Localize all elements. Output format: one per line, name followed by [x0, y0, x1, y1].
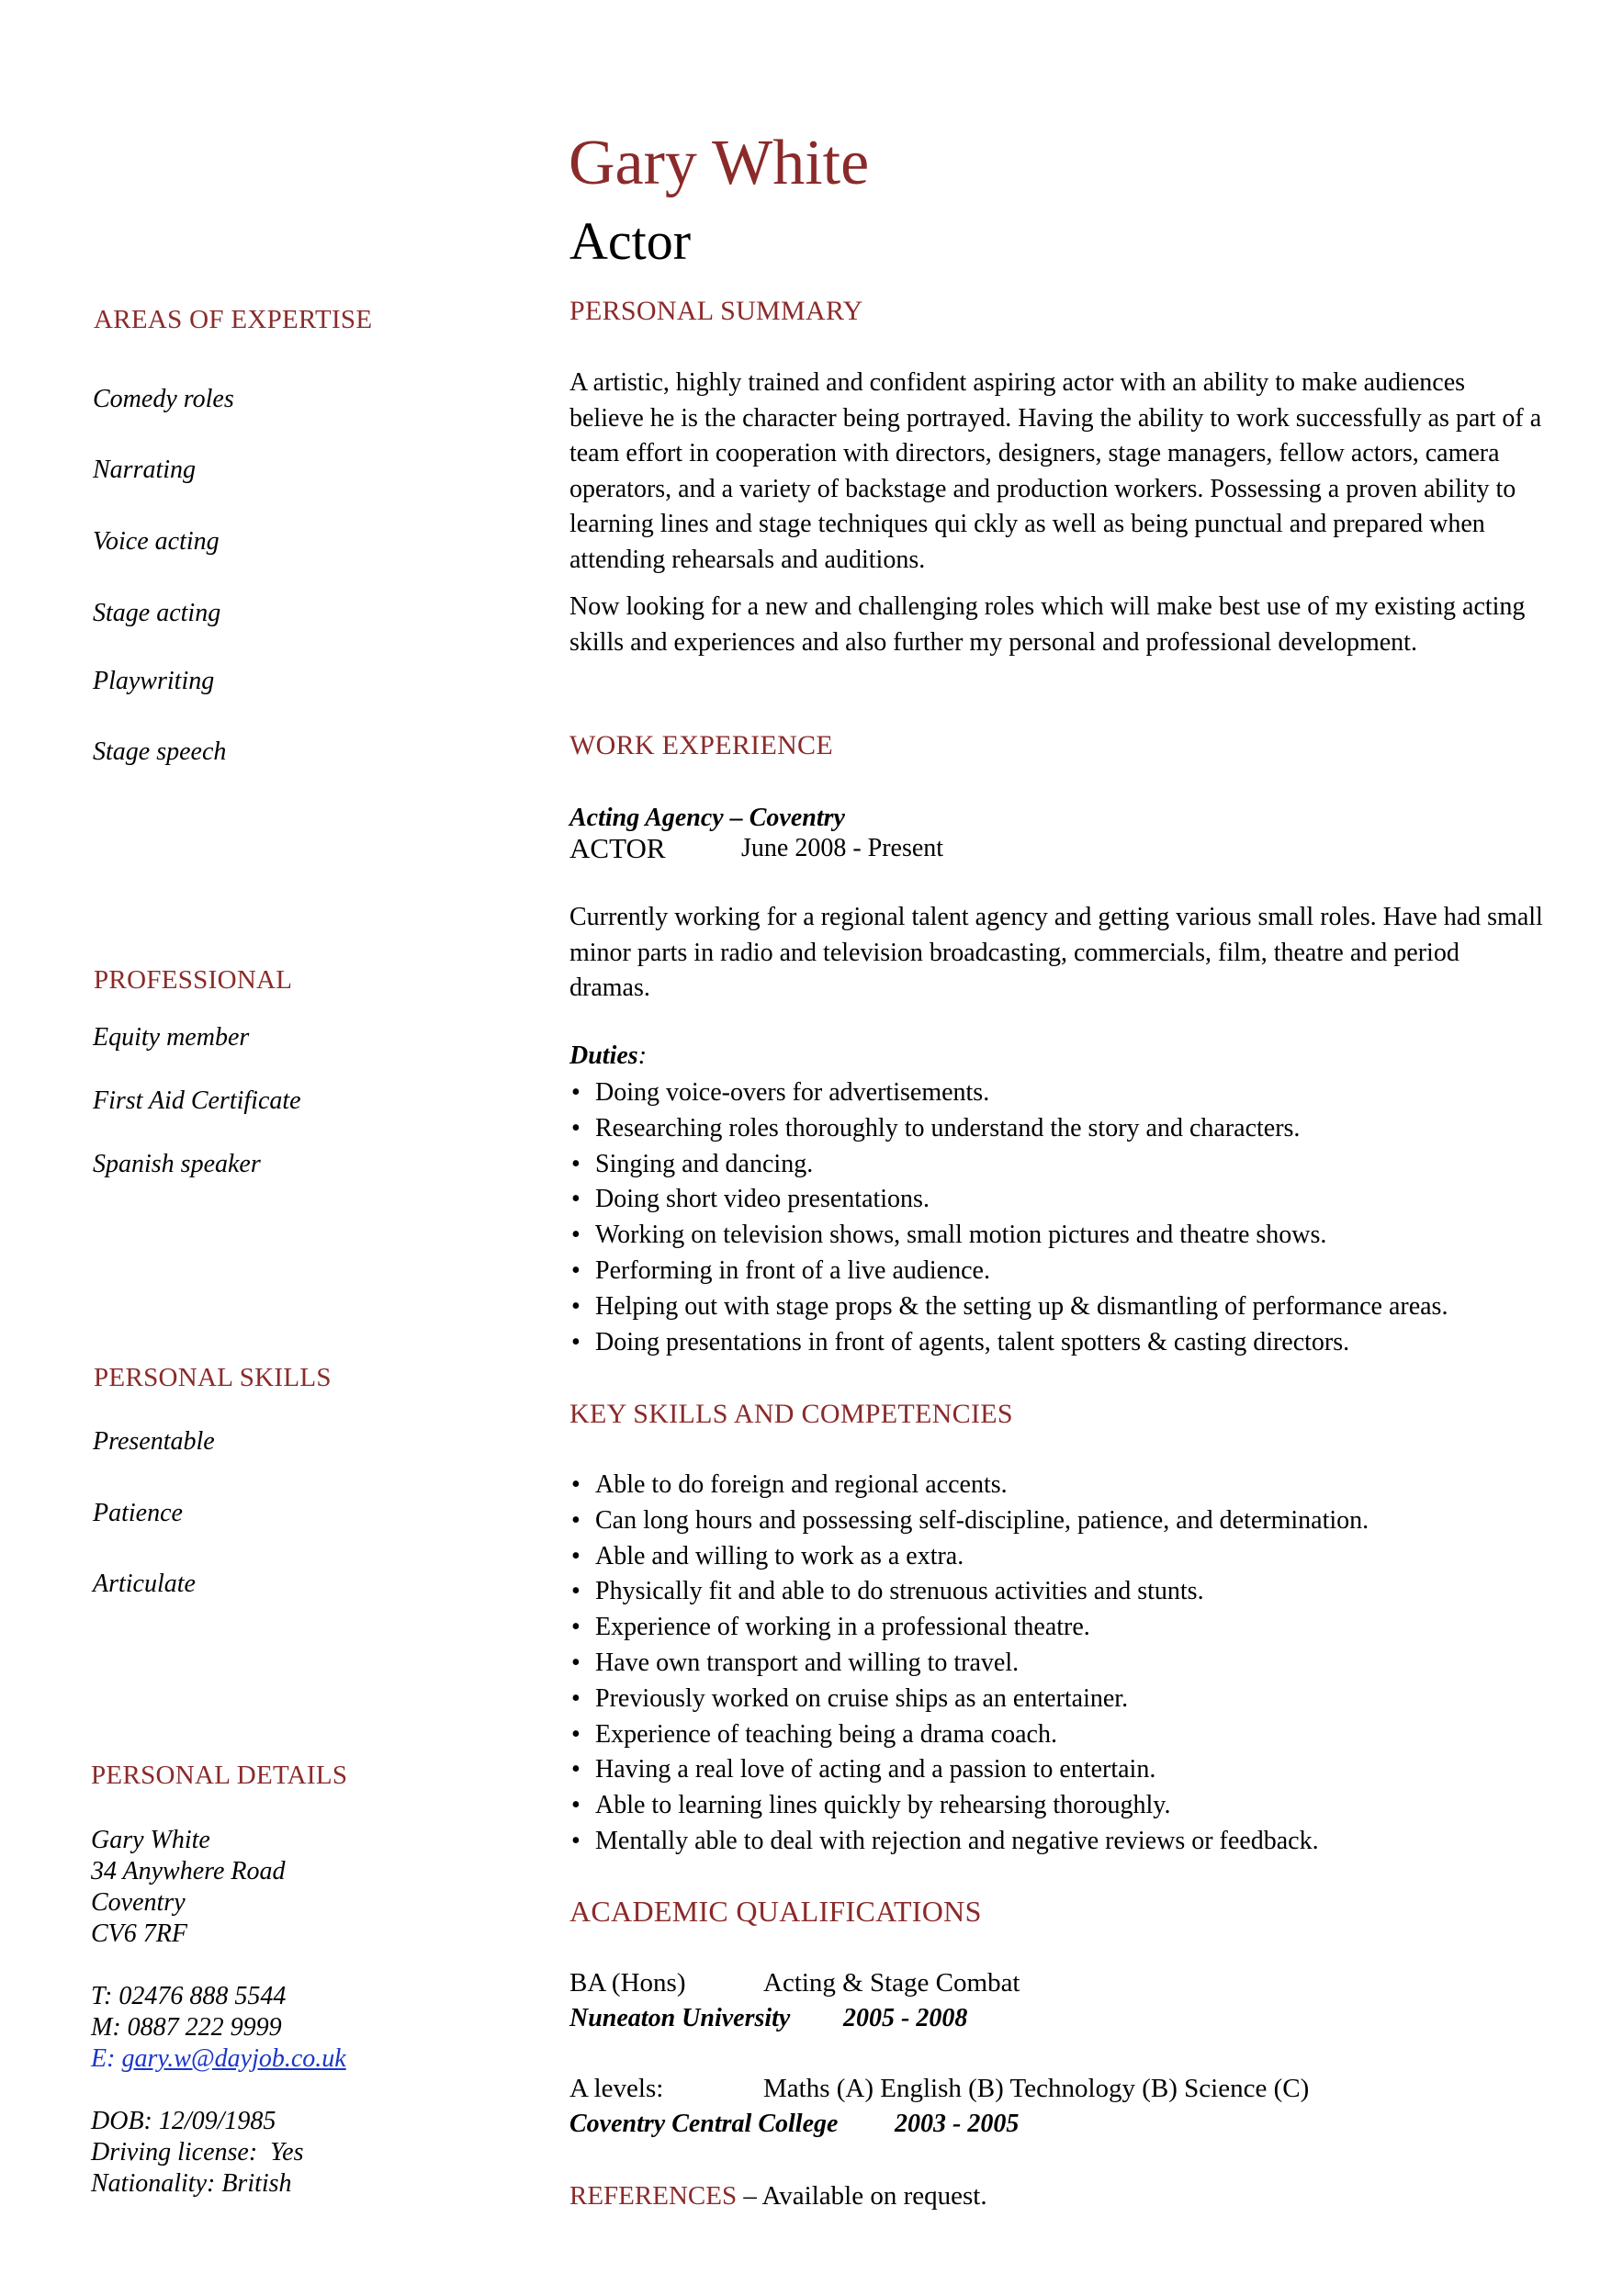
institution: Nuneaton University	[569, 2004, 791, 2032]
expertise-item: Playwriting	[93, 667, 215, 695]
professional-item: First Aid Certificate	[93, 1086, 301, 1115]
skill-item: Presentable	[93, 1427, 215, 1456]
list-item: • Doing presentations in front of agents, talent spotters & casting directors.	[569, 1325, 1448, 1361]
expertise-item: Stage acting	[93, 599, 221, 627]
list-item: • Doing voice-overs for advertisements.	[569, 1075, 1448, 1111]
list-item: • Performing in front of a live audience.	[569, 1254, 1448, 1289]
work-heading: WORK EXPERIENCE	[569, 730, 833, 760]
qualification-name: A levels:	[569, 2074, 664, 2103]
list-item: • Can long hours and possessing self-discipline, patience, and determination.	[569, 1503, 1369, 1539]
duties-label: Duties:	[569, 1041, 648, 1070]
list-item: • Physically fit and able to do strenuous activities and stunts.	[569, 1574, 1369, 1610]
details-nationality: Nationality: British	[91, 2169, 292, 2198]
candidate-name: Gary White	[569, 128, 870, 198]
details-postcode: CV6 7RF	[91, 1919, 187, 1948]
list-item: • Working on television shows, small motion pictures and theatre shows.	[569, 1218, 1448, 1254]
professional-item: Spanish speaker	[93, 1150, 261, 1178]
summary-text	[569, 366, 1543, 660]
details-address-line1: 34 Anywhere Road	[91, 1857, 286, 1885]
list-item: • Able and willing to work as a extra.	[569, 1539, 1369, 1575]
professional-item: Equity member	[93, 1023, 250, 1052]
list-item: • Have own transport and willing to travel.	[569, 1646, 1369, 1682]
details-email-row	[91, 2044, 346, 2074]
qualification-subject: Maths (A) English (B) Technology (B) Science (C)	[763, 2074, 1310, 2103]
expertise-item: Stage speech	[93, 737, 227, 766]
list-item: • Having a real love of acting and a passion to entertain.	[569, 1752, 1369, 1788]
key-skills-heading: KEY SKILLS AND COMPETENCIES	[569, 1399, 1013, 1429]
details-driving: Driving license: Yes	[91, 2138, 304, 2167]
duties-list	[569, 1075, 1448, 1360]
references-row	[569, 2181, 987, 2212]
role-title: ACTOR	[569, 832, 666, 864]
employer: Acting Agency – Coventry	[569, 804, 845, 832]
details-mobile: M: 0887 222 9999	[91, 2013, 282, 2042]
email-link[interactable]: gary.w@dayjob.co.uk	[121, 2044, 346, 2073]
email-label: E:	[91, 2044, 116, 2073]
list-item: • Singing and dancing.	[569, 1147, 1448, 1183]
details-dob: DOB: 12/09/1985	[91, 2107, 276, 2135]
details-telephone: T: 02476 888 5544	[91, 1982, 287, 2010]
personal-skills-heading: PERSONAL SKILLS	[94, 1363, 332, 1392]
list-item: • Experience of working in a professional theatre.	[569, 1610, 1369, 1646]
key-skills-list	[569, 1468, 1369, 1860]
personal-details-heading: PERSONAL DETAILS	[91, 1761, 348, 1790]
details-name: Gary White	[91, 1826, 210, 1854]
list-item: • Helping out with stage props & the setting up & dismantling of performance areas.	[569, 1289, 1448, 1325]
list-item: • Researching roles thoroughly to understand the story and characters.	[569, 1111, 1448, 1147]
expertise-item: Voice acting	[93, 527, 220, 556]
qualification-name: BA (Hons)	[569, 1968, 686, 1998]
list-item: • Able to learning lines quickly by rehearsing thoroughly.	[569, 1788, 1369, 1824]
expertise-heading: AREAS OF EXPERTISE	[94, 305, 373, 334]
list-item: • Able to do foreign and regional accents.	[569, 1468, 1369, 1503]
list-item: • Experience of teaching being a drama coach.	[569, 1717, 1369, 1753]
expertise-item: Comedy roles	[93, 385, 234, 413]
summary-heading: PERSONAL SUMMARY	[569, 296, 863, 326]
academic-heading: ACADEMIC QUALIFICATIONS	[569, 1895, 982, 1928]
details-address-line2: Coventry	[91, 1888, 186, 1917]
job-title: Actor	[569, 211, 692, 271]
expertise-item: Narrating	[93, 456, 197, 484]
qualification-subject: Acting & Stage Combat	[763, 1968, 1020, 1998]
list-item: • Previously worked on cruise ships as an entertainer.	[569, 1682, 1369, 1717]
skill-item: Patience	[93, 1499, 183, 1527]
professional-heading: PROFESSIONAL	[94, 965, 293, 995]
references-label: REFERENCES	[569, 2181, 738, 2211]
role-dates: June 2008 - Present	[741, 834, 944, 862]
references-text: – Available on request.	[737, 2181, 987, 2211]
work-description: Currently working for a regional talent agency and getting various small roles. Have had small minor parts in radio and television broadcasting, commercials, film, theatre and period dramas.	[569, 903, 1543, 1002]
list-item: • Doing short video presentations.	[569, 1182, 1448, 1218]
skill-item: Articulate	[93, 1570, 196, 1598]
summary-paragraph: Now looking for a new and challenging roles which will make best use of my existing acting skills and experiences and also further my personal and professional development.	[569, 592, 1526, 657]
institution-years: 2005 - 2008	[843, 2004, 968, 2032]
list-item: • Mentally able to deal with rejection and negative reviews or feedback.	[569, 1824, 1369, 1860]
institution: Coventry Central College	[569, 2110, 839, 2138]
institution-years: 2003 - 2005	[895, 2110, 1020, 2138]
summary-paragraph: A artistic, highly trained and confident aspiring actor with an ability to make audiences believe he is the character being portrayed. Having the ability to work successfully as part of a team effort in cooperation with directors, designers, stage managers, fellow actors, camera operators, and a variety of backstage and production workers. Possessing a proven ability to learning lines and stage techniques qui ckly as well as being punctual and prepared when attending rehearsals and auditions.	[569, 368, 1542, 574]
